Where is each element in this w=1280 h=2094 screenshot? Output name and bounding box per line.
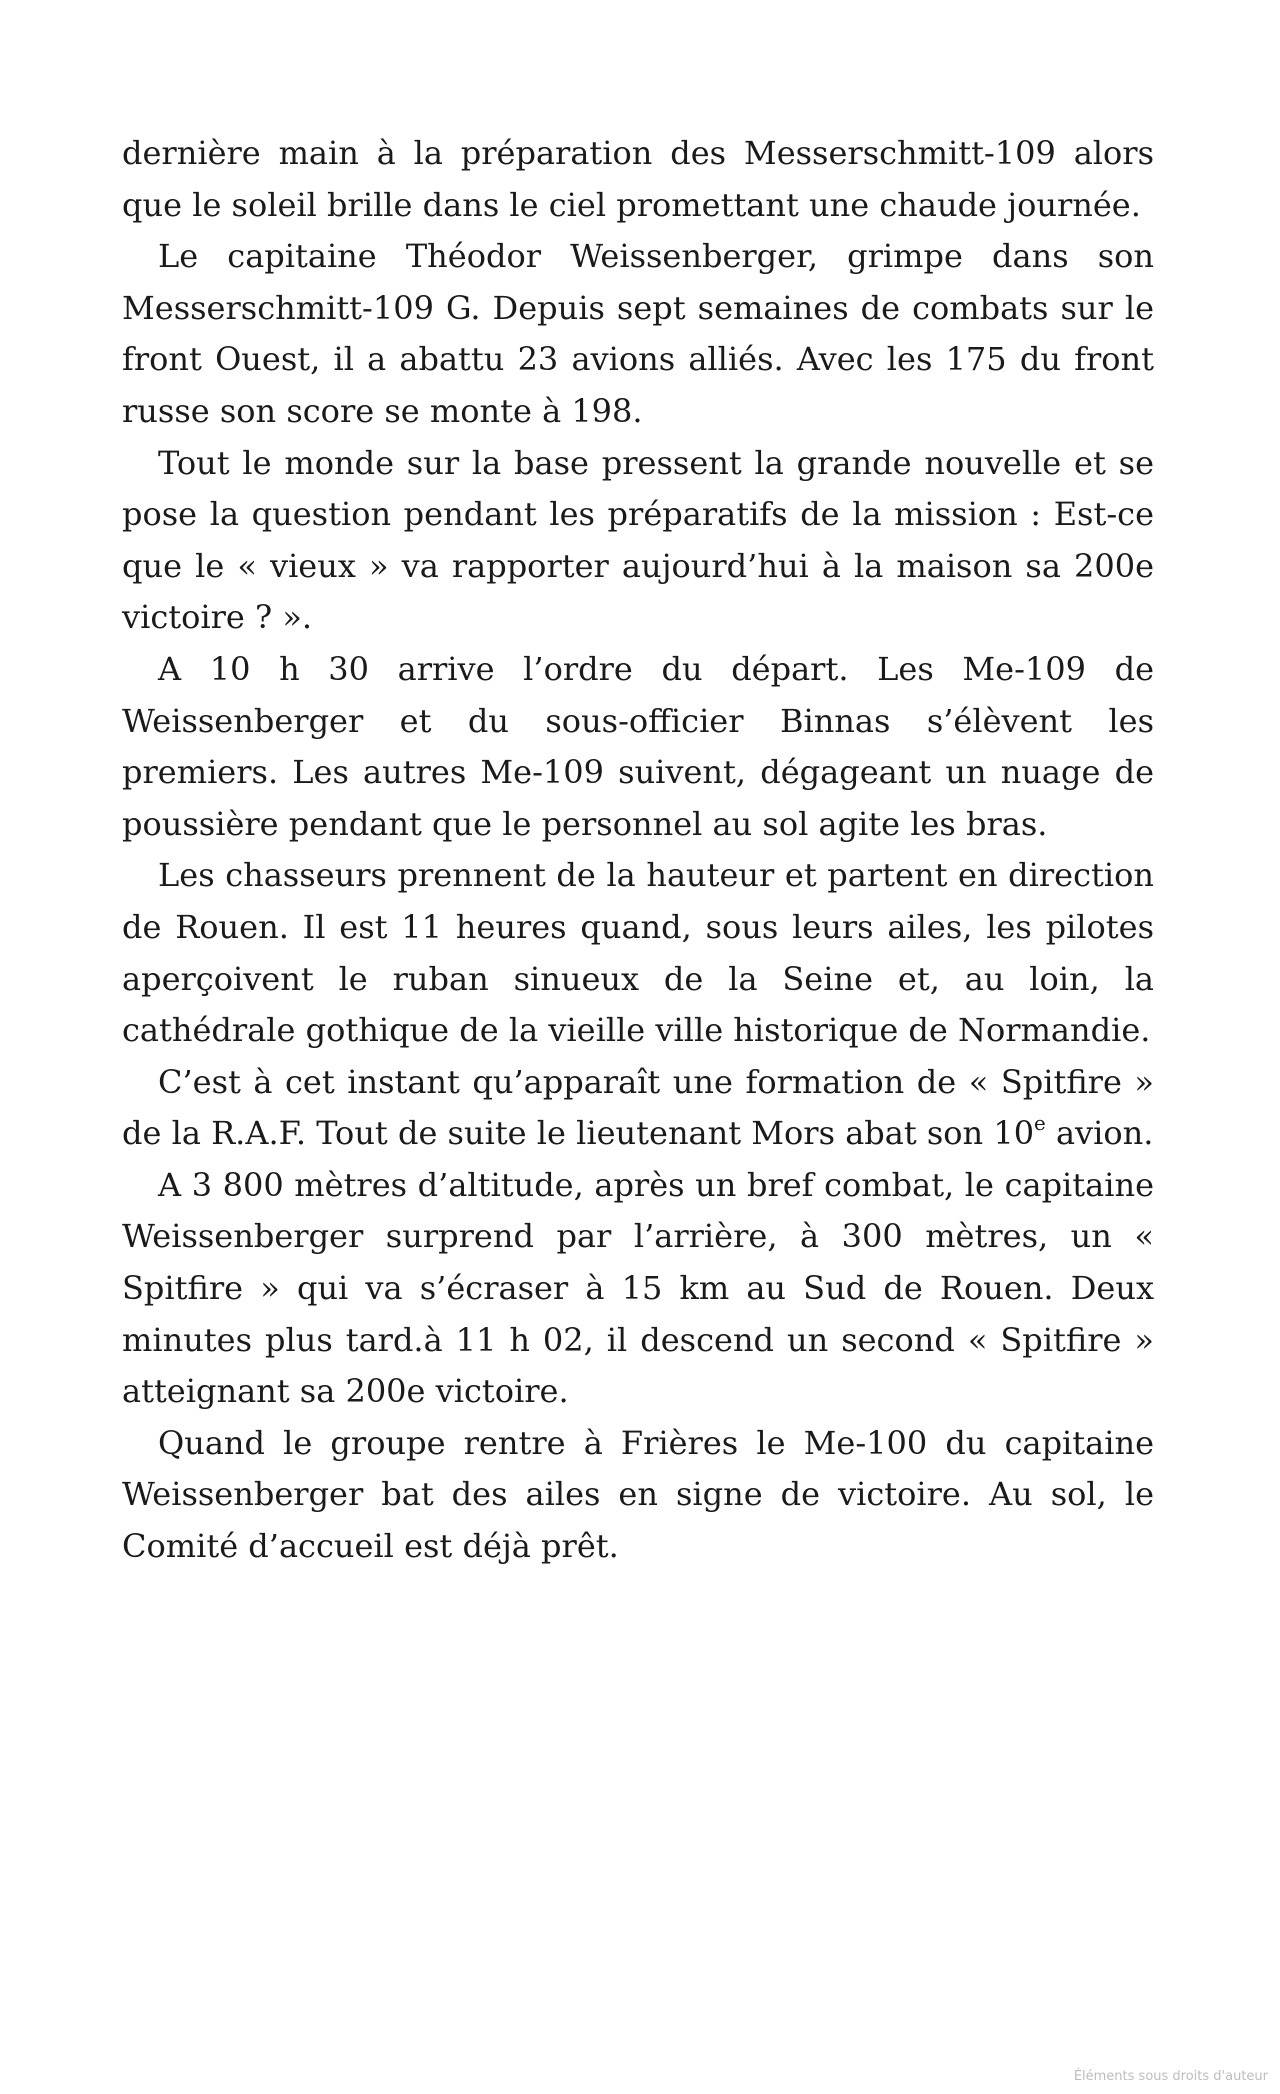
paragraph-6-end: avion.	[1045, 1114, 1154, 1153]
page-body	[122, 128, 1154, 1573]
paragraph-1: dernière main à la préparation des Messerschmitt-109 alors que le soleil brille dans le ciel promettant une chaude journée.	[122, 134, 1154, 224]
ordinal-superscript: e	[1034, 1112, 1046, 1136]
paragraph-4: A 10 h 30 arrive l’ordre du départ. Les Me-109 de Weissenberger et du sous-officier Binnas s’élèvent les premiers. Les autres Me-109 suivent, dégageant un nuage de poussière pendant que le personnel au sol agite les bras.	[122, 649, 1154, 843]
paragraph-6-text: C’est à cet instant qu’apparaît une formation de « Spitfire » de la R.A.F. Tout de suite le lieutenant Mors abat son 10	[122, 1062, 1154, 1153]
paragraph-2: Le capitaine Théodor Weissenberger, grimpe dans son Messerschmitt-109 G. Depuis sept semaines de combats sur le front Ouest, il a abattu 23 avions alliés. Avec les 175 du front russe son score se monte à 198.	[122, 237, 1154, 430]
copyright-watermark: Éléments sous droits d'auteur	[1073, 2069, 1268, 2084]
paragraph-6	[122, 1057, 1154, 1160]
paragraph-5: Les chasseurs prennent de la hauteur et partent en direction de Rouen. Il est 11 heures quand, sous leurs ailes, les pilotes aperçoivent le ruban sinueux de la Seine et, au loin, la cathédrale gothique de la vieille ville historique de Normandie.	[122, 856, 1154, 1050]
paragraph-8: Quand le groupe rentre à Frières le Me-100 du capitaine Weissenberger bat des ailes en signe de victoire. Au sol, le Comité d’accueil est déjà prêt.	[122, 1423, 1154, 1566]
paragraph-7: A 3 800 mètres d’altitude, après un bref combat, le capitaine Weissenberger surprend par l’arrière, à 300 mètres, un « Spitfire » qui va s’écraser à 15 km au Sud de Rouen. Deux minutes plus tard.à 11 h 02, il descend un second « Spitfire » atteignant sa 200e victoire.	[122, 1165, 1154, 1411]
paragraph-3: Tout le monde sur la base pressent la grande nouvelle et se pose la question pendant les préparatifs de la mission : Est-ce que le « vieux » va rapporter aujourd’hui à la maison sa 200e victoire ? ».	[122, 443, 1154, 637]
